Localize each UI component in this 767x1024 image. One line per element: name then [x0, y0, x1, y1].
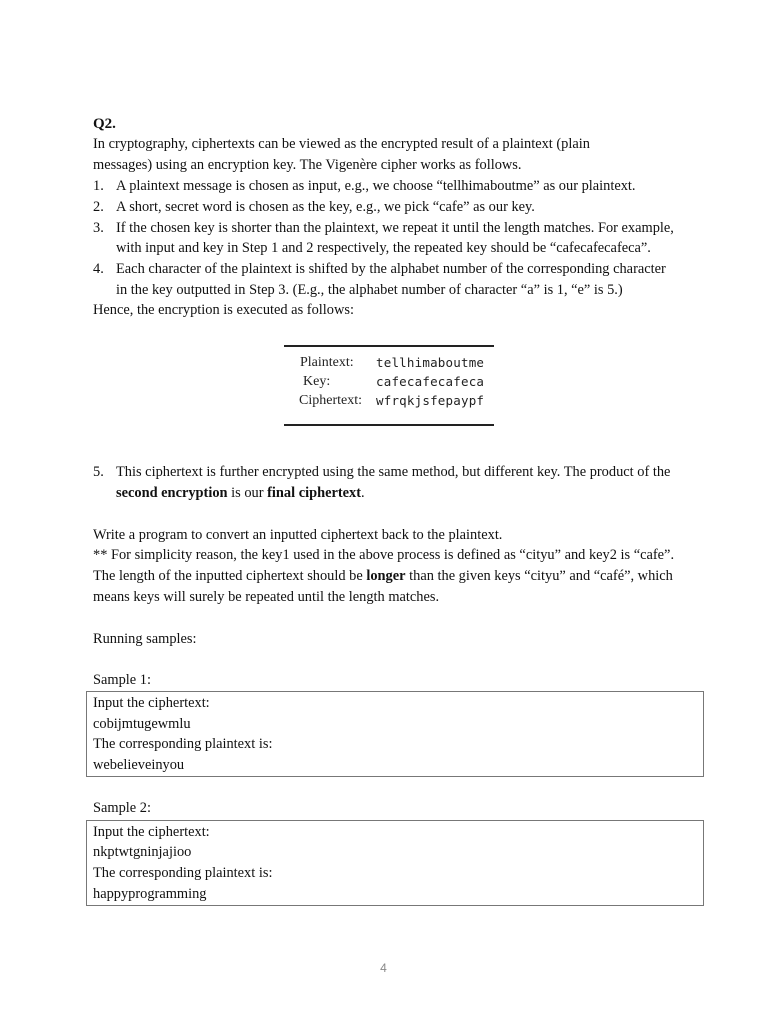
sample-input: cobijmtugewmlu	[93, 716, 191, 732]
step-text: with input and key in Step 1 and 2 respectively, the repeated key should be “cafecafecafeca”.	[116, 240, 651, 256]
sample-output: webelieveinyou	[93, 757, 185, 773]
page-number: 4	[380, 961, 387, 975]
ciphertext-label: Ciphertext:	[299, 393, 362, 408]
sample-title: Sample 1:	[93, 672, 151, 688]
task-text: ** For simplicity reason, the key1 used in the above process is defined as “cityu” and key2 is “cafe”.	[93, 547, 675, 563]
intro-line: In cryptography, ciphertexts can be viewed as the encrypted result of a plaintext (plain	[93, 136, 590, 152]
step-number: 5.	[93, 464, 104, 480]
sample-prompt: Input the ciphertext:	[93, 824, 210, 840]
bold-term: second encryption	[116, 485, 228, 501]
task-text: Write a program to convert an inputted ciphertext back to the plaintext.	[93, 527, 503, 543]
ciphertext-value: wfrqkjsfepaypf	[376, 393, 485, 408]
step-text: in the key outputted in Step 3. (E.g., the alphabet number of character “a” is 1, “e” is 5.)	[116, 282, 623, 298]
sample-box	[86, 820, 704, 906]
step-number: 3.	[93, 220, 104, 236]
question-title: Q2.	[93, 116, 116, 132]
key-label: Key:	[303, 374, 331, 389]
step-text: If the chosen key is shorter than the plaintext, we repeat it until the length matches. For example,	[116, 220, 674, 236]
plaintext-label: Plaintext:	[300, 355, 354, 370]
sample-output: happyprogramming	[93, 886, 207, 902]
cipher-table	[284, 345, 494, 426]
task-text-fragment: than the given keys “cityu” and “café”, which	[405, 568, 673, 584]
sample-box	[86, 691, 704, 777]
task-text	[93, 566, 673, 586]
step-text: A plaintext message is chosen as input, e.g., we choose “tellhimaboutme” as our plaintext.	[116, 178, 636, 194]
task-text-fragment: The length of the inputted ciphertext should be	[93, 568, 367, 584]
sample-prompt: Input the ciphertext:	[93, 695, 210, 711]
step-number: 4.	[93, 261, 104, 277]
step-number: 1.	[93, 178, 104, 194]
sample-title: Sample 2:	[93, 800, 151, 816]
hence-text: Hence, the encryption is executed as follows:	[93, 302, 354, 318]
step-text-fragment: is our	[227, 485, 268, 501]
key-value: cafecafecafeca	[376, 374, 485, 389]
plaintext-value: tellhimaboutme	[376, 355, 485, 370]
step-number: 2.	[93, 199, 104, 215]
table-bottom-rule	[284, 424, 494, 426]
task-text: means keys will surely be repeated until the length matches.	[93, 589, 440, 605]
step-text: This ciphertext is further encrypted using the same method, but different key. The product of the	[116, 464, 671, 480]
sample-result-label: The corresponding plaintext is:	[93, 865, 273, 881]
table-top-rule	[284, 345, 494, 347]
sample-result-label: The corresponding plaintext is:	[93, 736, 273, 752]
step-text-fragment: .	[361, 485, 365, 501]
step-text	[116, 483, 365, 503]
step-text: Each character of the plaintext is shifted by the alphabet number of the corresponding character	[116, 261, 666, 277]
intro-line: messages) using an encryption key. The Vigenère cipher works as follows.	[93, 157, 522, 173]
sample-input: nkptwtgninjajioo	[93, 844, 192, 860]
running-samples-heading: Running samples:	[93, 631, 197, 647]
bold-term: final ciphertext	[267, 485, 362, 501]
bold-term: longer	[366, 568, 406, 584]
step-text: A short, secret word is chosen as the key, e.g., we pick “cafe” as our key.	[116, 199, 535, 215]
